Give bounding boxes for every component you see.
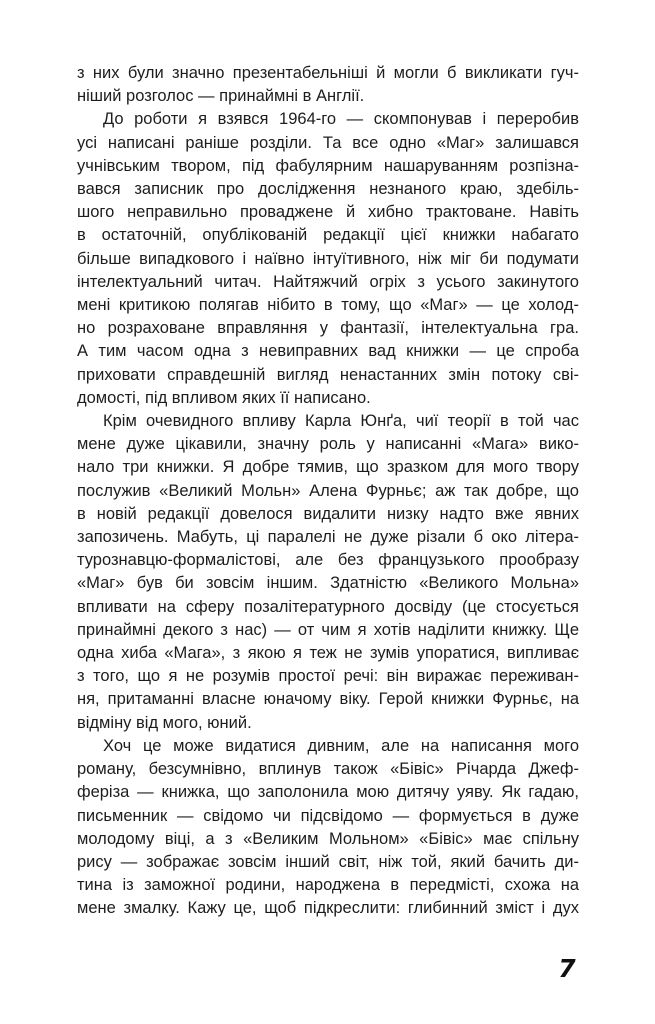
text-line: мене змалку. Кажу це, щоб підкреслити: глибинний зміст і дух <box>77 899 579 918</box>
text-line: письменник — свідомо чи підсвідомо — формується в дуже <box>77 806 579 825</box>
text-line: в новій редакції довелося видалити низку надто вже явних <box>77 504 579 523</box>
text-line: нало три книжки. Я добре тямив, що зразком для мого твору <box>77 458 579 477</box>
text-line: роману, безсумнівно, вплинув також «Бівіс» Річарда Джеф- <box>77 760 579 779</box>
text-line: впливати на сферу позалітературного досвіду (це стосується <box>77 597 579 616</box>
text-line: запозичень. Мабуть, ці паралелі не дуже різали б око літера- <box>77 528 579 547</box>
text-line: шого неправильно проваджене й хибно трактоване. Навіть <box>77 203 579 222</box>
text-line: з того, що я не розумів простої речі: він виражає переживан- <box>77 667 579 686</box>
text-line: тина із заможної родини, народжена в передмісті, схожа на <box>77 876 579 895</box>
text-line: з них були значно презентабельніші й могли б викликати гуч- <box>77 64 579 82</box>
text-line: рису — зображає зовсім інший світ, ніж той, який бачить ди- <box>77 852 579 871</box>
text-line: «Маг» був би зовсім іншим. Здатністю «Великого Мольна» <box>77 574 579 593</box>
text-line: Хоч це може видатися дивним, але на написання мого <box>103 736 579 755</box>
text-line: послужив «Великий Мольн» Алена Фурньє; аж так добре, що <box>77 481 579 500</box>
text-line: Крім очевидного впливу Карла Юнґа, чиї теорії в той час <box>103 412 579 431</box>
text-line: А тим часом одна з невиправних вад книжки — це спроба <box>77 342 579 361</box>
text-line: усі написані раніше розділи. Та все одно «Маг» залишався <box>77 133 579 152</box>
text-line: приховати справдешній вигляд ненастанних змін потоку сві- <box>77 365 579 384</box>
text-line: одна хиба «Мага», з якою я теж не зумів упоратися, випливає <box>77 644 579 663</box>
text-line: До роботи я взявся 1964-го — скомпонував і переробив <box>103 110 579 129</box>
text-line: ня, притаманні власне юначому віку. Герой книжки Фурньє, на <box>77 690 579 709</box>
text-line: вався записник про дослідження незнаного краю, здебіль- <box>77 180 579 199</box>
text-line: мені критикою полягав нібито в тому, що «Маг» — це холод- <box>77 296 579 315</box>
text-line: в остаточній, опублікованій редакції цієї книжки набагато <box>77 226 579 245</box>
text-line: турознавцю-формалістові, але без французького прообразу <box>77 551 579 570</box>
text-line: мене дуже цікавили, значну роль у написанні «Мага» вико- <box>77 435 579 454</box>
text-line: принаймні декого з нас) — от чим я хотів наділити книжку. Ще <box>77 620 579 639</box>
text-line: феріза — книжка, що заполонила мою дитячу уяву. Як гадаю, <box>77 783 579 802</box>
text-line: молодому віці, а з «Великим Мольном» «Бівіс» має спільну <box>77 829 579 848</box>
text-line: домості, під впливом яких її написано. <box>77 388 371 407</box>
text-line: інтелектуальний читач. Найтяжчий огріх з усього закинутого <box>77 272 579 291</box>
text-line: учнівським твором, під фабулярним нашаруванням розпізна- <box>77 156 579 175</box>
page-number: 7 <box>558 954 576 983</box>
text-line: більше випадкового і наївно інтуїтивного, ніж міг би подумати <box>77 249 579 268</box>
page-text <box>77 62 579 921</box>
text-line: ніший розголос — принаймні в Англії. <box>77 87 365 106</box>
text-line: відміну від мого, юний. <box>77 713 252 732</box>
text-line: но розраховане вправляння у фантазії, інтелектуальна гра. <box>77 319 579 338</box>
